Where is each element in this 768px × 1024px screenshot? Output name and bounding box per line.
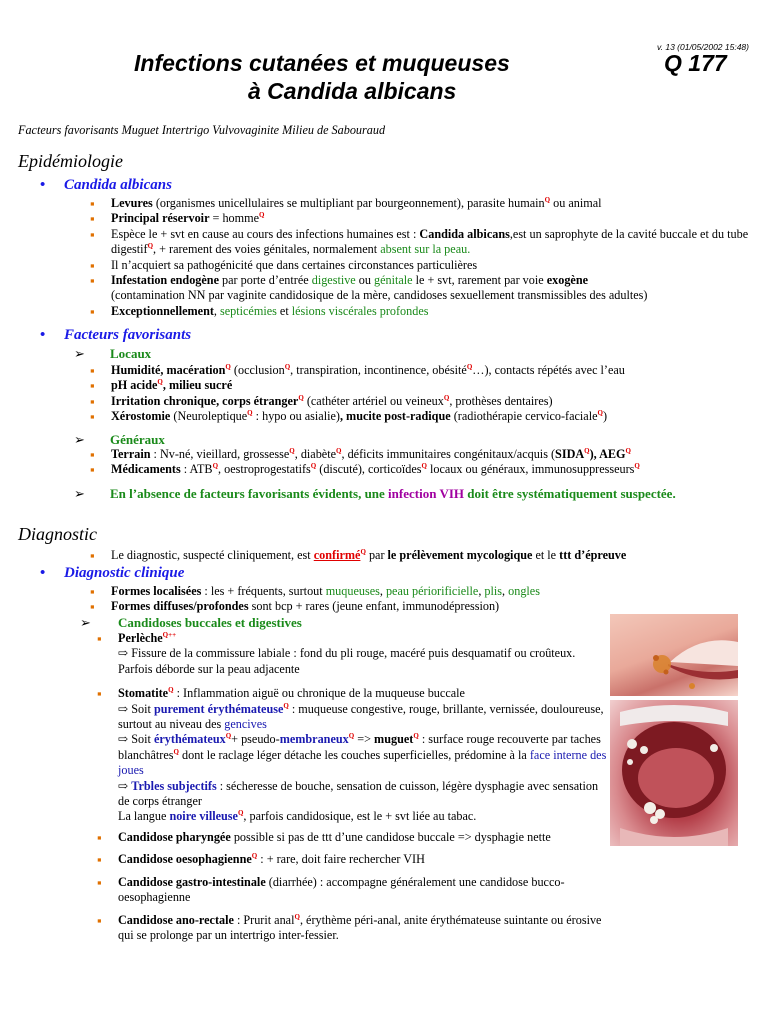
diagnostic-list: [90, 548, 752, 563]
list-item: ▪ Médicaments : $ATB^Q$, oestroprogestatifs$^Q$ (discuté), corticoïdes$^Q$ locaux ou généraux, immunosuppresseurs$^Q$: [90, 462, 752, 477]
list-item: ▪ Il n’acquiert sa pathogénicité que dans certaines circonstances particulières: [90, 258, 752, 273]
vih-warning: ➢ En l’absence de facteurs favorisants évidents, une infection VIH doit être systématiquement suspectée.: [74, 486, 676, 501]
list-item: ▪ Principal réservoir = homme$^Q$: [90, 211, 752, 226]
pointing-arrow-icon: ⇨: [118, 701, 129, 716]
round-bullet-icon: •: [40, 177, 46, 193]
list-item: ▪ pH acide$^Q$, milieu sucré: [90, 378, 752, 393]
heading-candidoses-buccales: ➢ Candidoses buccales et digestives: [80, 615, 302, 630]
muguet-photo: [610, 700, 738, 846]
list-item: ▪ Formes localisées : les + fréquents, surtout muqueuses, peau périorificielle, plis, ongles: [90, 584, 752, 599]
facteurs-locaux-list: [90, 363, 752, 425]
list-item: ▪ Formes diffuses/profondes sont bcp + rares (jeune enfant, immunodépression): [90, 599, 752, 614]
list-item: ▪ Espèce le + svt en cause au cours des infections humaines est : Candida albicans,est un saprophyte de la cavité buccale et du tube digestif$^Q$, + rarement des voies génitales, normalement absent sur la peau.: [90, 227, 752, 258]
list-item: ▪ Levures (organismes unicellulaires se multipliant par bourgeonnement), parasite humain$^Q$ ou animal: [90, 196, 752, 211]
version-stamp: v. 13 (01/05/2002 15:48): [657, 42, 749, 52]
heading-diagnostic: Diagnostic: [18, 524, 97, 544]
round-bullet-icon: •: [40, 565, 46, 581]
epidemiologie-list: [90, 196, 752, 319]
list-item-stomatite: ▪ Stomatite$^Q$ : Inflammation aiguë ou chronique de la muqueuse buccale ⇨ Soit purement érythémateuse$^Q$ : muqueuse congestive, rouge, brillante, vernissée, douloureuse, surtout au niveau des gencives ⇨ Soit érythémateux$^Q$+ pseudo-membraneux$^Q$ => muguet$^Q$ : surface rouge recouverte par taches blanchâtres$^Q$ dont le raclage léger détache les couches superficielles, prédomine à la face interne des joues ⇨ Trbles subjectifs : sécheresse de bouche, sensation de cuisson, légère dysphagie avec sensation de corps étranger La langue noire villeuse$^Q$, parfois candidosique, est le + svt liée au tabac.: [97, 686, 609, 825]
arrow-bullet-icon: ➢: [80, 615, 91, 630]
list-item: ▪ Irritation chronique, corps étranger$^Q$ (cathéter artériel ou veineux$^Q$, prothèses dentaires): [90, 394, 752, 409]
pointing-arrow-icon: ⇨: [118, 732, 129, 747]
heading-locaux: ➢ Locaux: [74, 346, 152, 361]
heading-diagnostic-clinique: • Diagnostic clinique: [40, 565, 185, 581]
heading-candida-albicans: • Candida albicans: [40, 177, 172, 193]
title-line-1: Infections cutanées et muqueuses: [134, 50, 510, 76]
list-item: ▪ Exceptionnellement, septicémies et lésions viscérales profondes: [90, 304, 752, 319]
heading-generaux: ➢ Généraux: [74, 432, 165, 447]
list-item-oesophagienne: ▪ Candidose oesophagienne$^Q$ : + rare, doit faire rechercher VIH: [97, 852, 609, 867]
facteurs-generaux-list: [90, 447, 752, 478]
list-item: ▪ Xérostomie (Neuroleptique$^Q$ : hypo ou asialie), mucite post-radique (radiothérapie cervico-faciale$^Q$): [90, 409, 752, 424]
candidoses-list: [97, 631, 609, 943]
question-number: Q 177: [664, 50, 727, 76]
list-item-gastro: ▪ Candidose gastro-intestinale (diarrhée) : accompagne généralement une candidose bucco-oesophagienne: [97, 875, 609, 906]
pointing-arrow-icon: ⇨: [118, 646, 129, 661]
list-item-pharyngee: ▪ Candidose pharyngée possible si pas de ttt d’une candidose buccale => dysphagie nette: [97, 830, 609, 845]
list-item: ▪ Terrain : Nv-né, vieillard, grossesse$^Q$, diabète$^Q$, déficits immunitaires congénitaux/acquis $(SIDA^Q)$, $AEG^Q$: [90, 447, 752, 462]
list-item-perleche: ▪ Perlèche$^{Q++}$ ⇨ Fissure de la commissure labiale : fond du pli rouge, macéré puis desquamatif ou croûteux. Parfois déborde sur la peau adjacente: [97, 631, 609, 677]
list-item-ano-rectale: ▪ Candidose ano-rectale : Prurit anal$^Q$, érythème péri-anal, anite érythémateuse suintante ou érosive qui se prolonge par un intertrigo inter-fessier.: [97, 913, 609, 944]
round-bullet-icon: •: [40, 327, 46, 343]
pointing-arrow-icon: ⇨: [118, 778, 129, 793]
arrow-bullet-icon: ➢: [74, 486, 85, 501]
perleche-photo: [610, 614, 738, 696]
heading-facteurs-favorisants: • Facteurs favorisants: [40, 327, 192, 343]
heading-epidemiologie: Epidémiologie: [18, 151, 123, 171]
formes-list: [90, 584, 752, 615]
title-line-2: à Candida albicans: [248, 78, 457, 104]
list-item: ▪ Humidité, macération$^Q$ (occlusion$^Q$, transpiration, incontinence, obésité$^Q$…), contacts répétés avec l’eau: [90, 363, 752, 378]
arrow-bullet-icon: ➢: [74, 346, 85, 361]
arrow-bullet-icon: ➢: [74, 432, 85, 447]
list-item: ▪ Le diagnostic, suspecté cliniquement, est confirmé$^Q$ par le prélèvement mycologique et le ttt d’épreuve: [90, 548, 752, 563]
list-item: ▪ Infestation endogène par porte d’entrée digestive ou génitale le + svt, rarement par voie exogène (contamination NN par vaginite candidosique de la mère, candidoses sexuellement transmissibles des adultes): [90, 273, 752, 304]
keywords: Facteurs favorisants Muguet Intertrigo Vulvovaginite Milieu de Sabouraud: [18, 123, 386, 137]
